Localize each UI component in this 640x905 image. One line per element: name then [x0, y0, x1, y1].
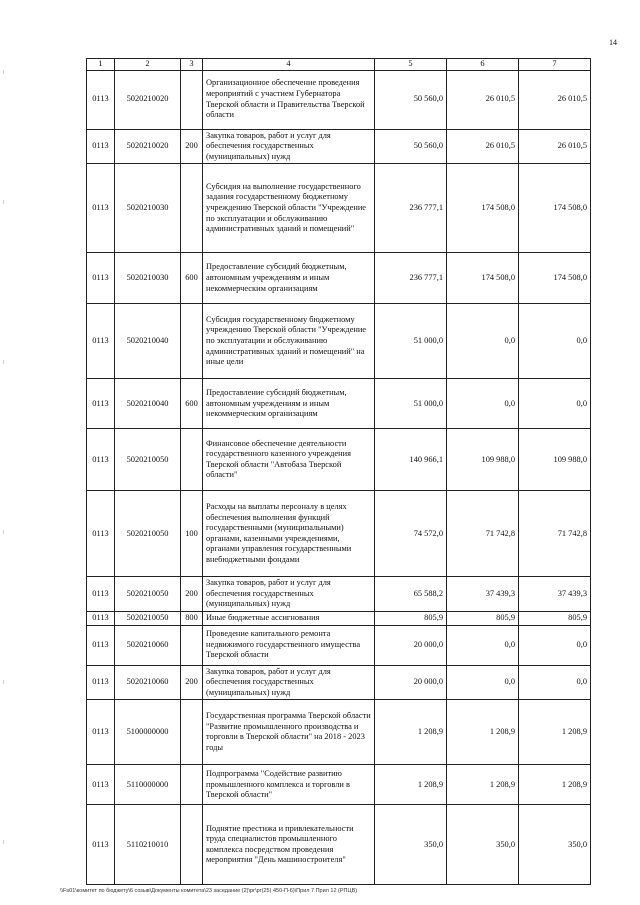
target-article-code: 5020210060	[115, 625, 181, 665]
section-code: 0113	[87, 129, 115, 164]
amount-col5: 236 777,1	[375, 253, 447, 304]
column-header: 6	[447, 59, 519, 71]
table-row	[87, 612, 591, 626]
expense-type-code	[181, 625, 203, 665]
amount-col5: 50 560,0	[375, 70, 447, 129]
target-article-code: 5110000000	[115, 765, 181, 805]
amount-col7: 37 439,3	[519, 577, 591, 612]
amount-col6: 1 208,9	[447, 765, 519, 805]
description: Организационное обеспечение проведения мероприятий с участием Губернатора Тверской области и Правительства Тверской области	[203, 70, 375, 129]
target-article-code: 5020210030	[115, 253, 181, 304]
section-code: 0113	[87, 665, 115, 700]
section-code: 0113	[87, 805, 115, 885]
amount-col5: 236 777,1	[375, 164, 447, 253]
column-header: 5	[375, 59, 447, 71]
table-row	[87, 253, 591, 304]
expense-type-code	[181, 429, 203, 491]
target-article-code: 5020210050	[115, 491, 181, 577]
amount-col7: 71 742,8	[519, 491, 591, 577]
description: Государственная программа Тверской области "Развитие промышленного производства и торговли в Тверской области" на 2018 - 2023 годы	[203, 700, 375, 765]
amount-col5: 350,0	[375, 805, 447, 885]
table-row	[87, 577, 591, 612]
expense-type-code: 100	[181, 491, 203, 577]
description: Расходы на выплаты персоналу в целях обеспечения выполнения функций государственными (муниципальными) органами, казенными учреждениями, органами управления государственными внебюджетными фондами	[203, 491, 375, 577]
description: Субсидия государственному бюджетному учреждению Тверской области "Учреждение по эксплуатации и обслуживанию административных зданий и помещений" на иные цели	[203, 304, 375, 379]
amount-col6: 71 742,8	[447, 491, 519, 577]
description: Закупка товаров, работ и услуг для обеспечения государственных (муниципальных) нужд	[203, 129, 375, 164]
table-row	[87, 304, 591, 379]
target-article-code: 5020210050	[115, 429, 181, 491]
amount-col6: 0,0	[447, 379, 519, 429]
expense-type-code: 200	[181, 129, 203, 164]
amount-col5: 20 000,0	[375, 625, 447, 665]
column-header: 2	[115, 59, 181, 71]
table-row	[87, 70, 591, 129]
target-article-code: 5020210050	[115, 612, 181, 626]
table-row	[87, 625, 591, 665]
expense-type-code	[181, 805, 203, 885]
amount-col7: 805,9	[519, 612, 591, 626]
amount-col7: 0,0	[519, 304, 591, 379]
amount-col7: 26 010,5	[519, 70, 591, 129]
amount-col5: 1 208,9	[375, 765, 447, 805]
description: Закупка товаров, работ и услуг для обеспечения государственных (муниципальных) нужд	[203, 665, 375, 700]
table-row	[87, 164, 591, 253]
expense-type-code: 600	[181, 253, 203, 304]
expense-type-code: 200	[181, 577, 203, 612]
table-row	[87, 765, 591, 805]
amount-col5: 50 560,0	[375, 129, 447, 164]
column-header: 3	[181, 59, 203, 71]
description: Предоставление субсидий бюджетным, автономным учреждениям и иным некоммерческим организациям	[203, 253, 375, 304]
description: Закупка товаров, работ и услуг для обеспечения государственных (муниципальных) нужд	[203, 577, 375, 612]
amount-col6: 37 439,3	[447, 577, 519, 612]
description: Проведение капитального ремонта недвижимого государственного имущества Тверской области	[203, 625, 375, 665]
expense-type-code	[181, 164, 203, 253]
target-article-code: 5020210050	[115, 577, 181, 612]
section-code: 0113	[87, 304, 115, 379]
table-row	[87, 491, 591, 577]
expense-type-code	[181, 700, 203, 765]
amount-col6: 0,0	[447, 304, 519, 379]
table-row	[87, 129, 591, 164]
target-article-code: 5020210060	[115, 665, 181, 700]
section-code: 0113	[87, 700, 115, 765]
budget-table	[86, 58, 591, 885]
amount-col5: 51 000,0	[375, 304, 447, 379]
description: Финансовое обеспечение деятельности государственного казенного учреждения Тверской области "Автобаза Тверской области"	[203, 429, 375, 491]
amount-col5: 20 000,0	[375, 665, 447, 700]
description: Предоставление субсидий бюджетным, автономным учреждениям и иным некоммерческим организациям	[203, 379, 375, 429]
amount-col6: 1 208,9	[447, 700, 519, 765]
amount-col7: 26 010,5	[519, 129, 591, 164]
section-code: 0113	[87, 253, 115, 304]
column-number-row	[87, 59, 591, 71]
amount-col6: 0,0	[447, 665, 519, 700]
section-code: 0113	[87, 577, 115, 612]
binding-holes	[3, 60, 4, 900]
section-code: 0113	[87, 70, 115, 129]
expense-type-code	[181, 765, 203, 805]
table-row	[87, 429, 591, 491]
amount-col6: 26 010,5	[447, 129, 519, 164]
expense-type-code	[181, 304, 203, 379]
expense-type-code	[181, 70, 203, 129]
target-article-code: 5020210040	[115, 304, 181, 379]
amount-col6: 0,0	[447, 625, 519, 665]
section-code: 0113	[87, 379, 115, 429]
amount-col6: 350,0	[447, 805, 519, 885]
table-row	[87, 700, 591, 765]
amount-col6: 805,9	[447, 612, 519, 626]
column-header: 4	[203, 59, 375, 71]
amount-col7: 0,0	[519, 625, 591, 665]
amount-col5: 805,9	[375, 612, 447, 626]
amount-col5: 1 208,9	[375, 700, 447, 765]
section-code: 0113	[87, 491, 115, 577]
amount-col7: 0,0	[519, 379, 591, 429]
amount-col6: 174 508,0	[447, 253, 519, 304]
section-code: 0113	[87, 765, 115, 805]
file-path-footer: \\Fs01\комитет по бюджету\6 созыв\Документы комитета\23 заседание (2)\рг\рг(25) 450-П-6)\Прил 7 Прил 12 (РПЦВ)	[60, 888, 358, 894]
amount-col5: 74 572,0	[375, 491, 447, 577]
amount-col7: 1 208,9	[519, 700, 591, 765]
target-article-code: 5100000000	[115, 700, 181, 765]
amount-col6: 109 988,0	[447, 429, 519, 491]
target-article-code: 5020210020	[115, 129, 181, 164]
description: Иные бюджетные ассигнования	[203, 612, 375, 626]
amount-col5: 140 966,1	[375, 429, 447, 491]
target-article-code: 5020210020	[115, 70, 181, 129]
amount-col7: 1 208,9	[519, 765, 591, 805]
table-row	[87, 379, 591, 429]
amount-col7: 174 508,0	[519, 253, 591, 304]
description: Поднятие престижа и привлекательности труда специалистов промышленного комплекса посредством проведения мероприятия "День машиностроителя"	[203, 805, 375, 885]
amount-col7: 0,0	[519, 665, 591, 700]
expense-type-code: 800	[181, 612, 203, 626]
amount-col7: 350,0	[519, 805, 591, 885]
page-number: 14	[609, 38, 617, 47]
target-article-code: 5110210010	[115, 805, 181, 885]
target-article-code: 5020210040	[115, 379, 181, 429]
column-header: 1	[87, 59, 115, 71]
description: Субсидия на выполнение государственного задания государственному бюджетному учреждению Тверской области "Учреждение по эксплуатации и обслуживанию административных зданий и помещений"	[203, 164, 375, 253]
table-row	[87, 665, 591, 700]
section-code: 0113	[87, 429, 115, 491]
expense-type-code: 200	[181, 665, 203, 700]
table-row	[87, 805, 591, 885]
amount-col5: 51 000,0	[375, 379, 447, 429]
section-code: 0113	[87, 164, 115, 253]
section-code: 0113	[87, 612, 115, 626]
column-header: 7	[519, 59, 591, 71]
amount-col5: 65 588,2	[375, 577, 447, 612]
amount-col7: 174 508,0	[519, 164, 591, 253]
section-code: 0113	[87, 625, 115, 665]
amount-col6: 174 508,0	[447, 164, 519, 253]
expense-type-code: 600	[181, 379, 203, 429]
amount-col6: 26 010,5	[447, 70, 519, 129]
amount-col7: 109 988,0	[519, 429, 591, 491]
description: Подпрограмма "Содействие развитию промышленного комплекса и торговли в Тверской области"	[203, 765, 375, 805]
target-article-code: 5020210030	[115, 164, 181, 253]
